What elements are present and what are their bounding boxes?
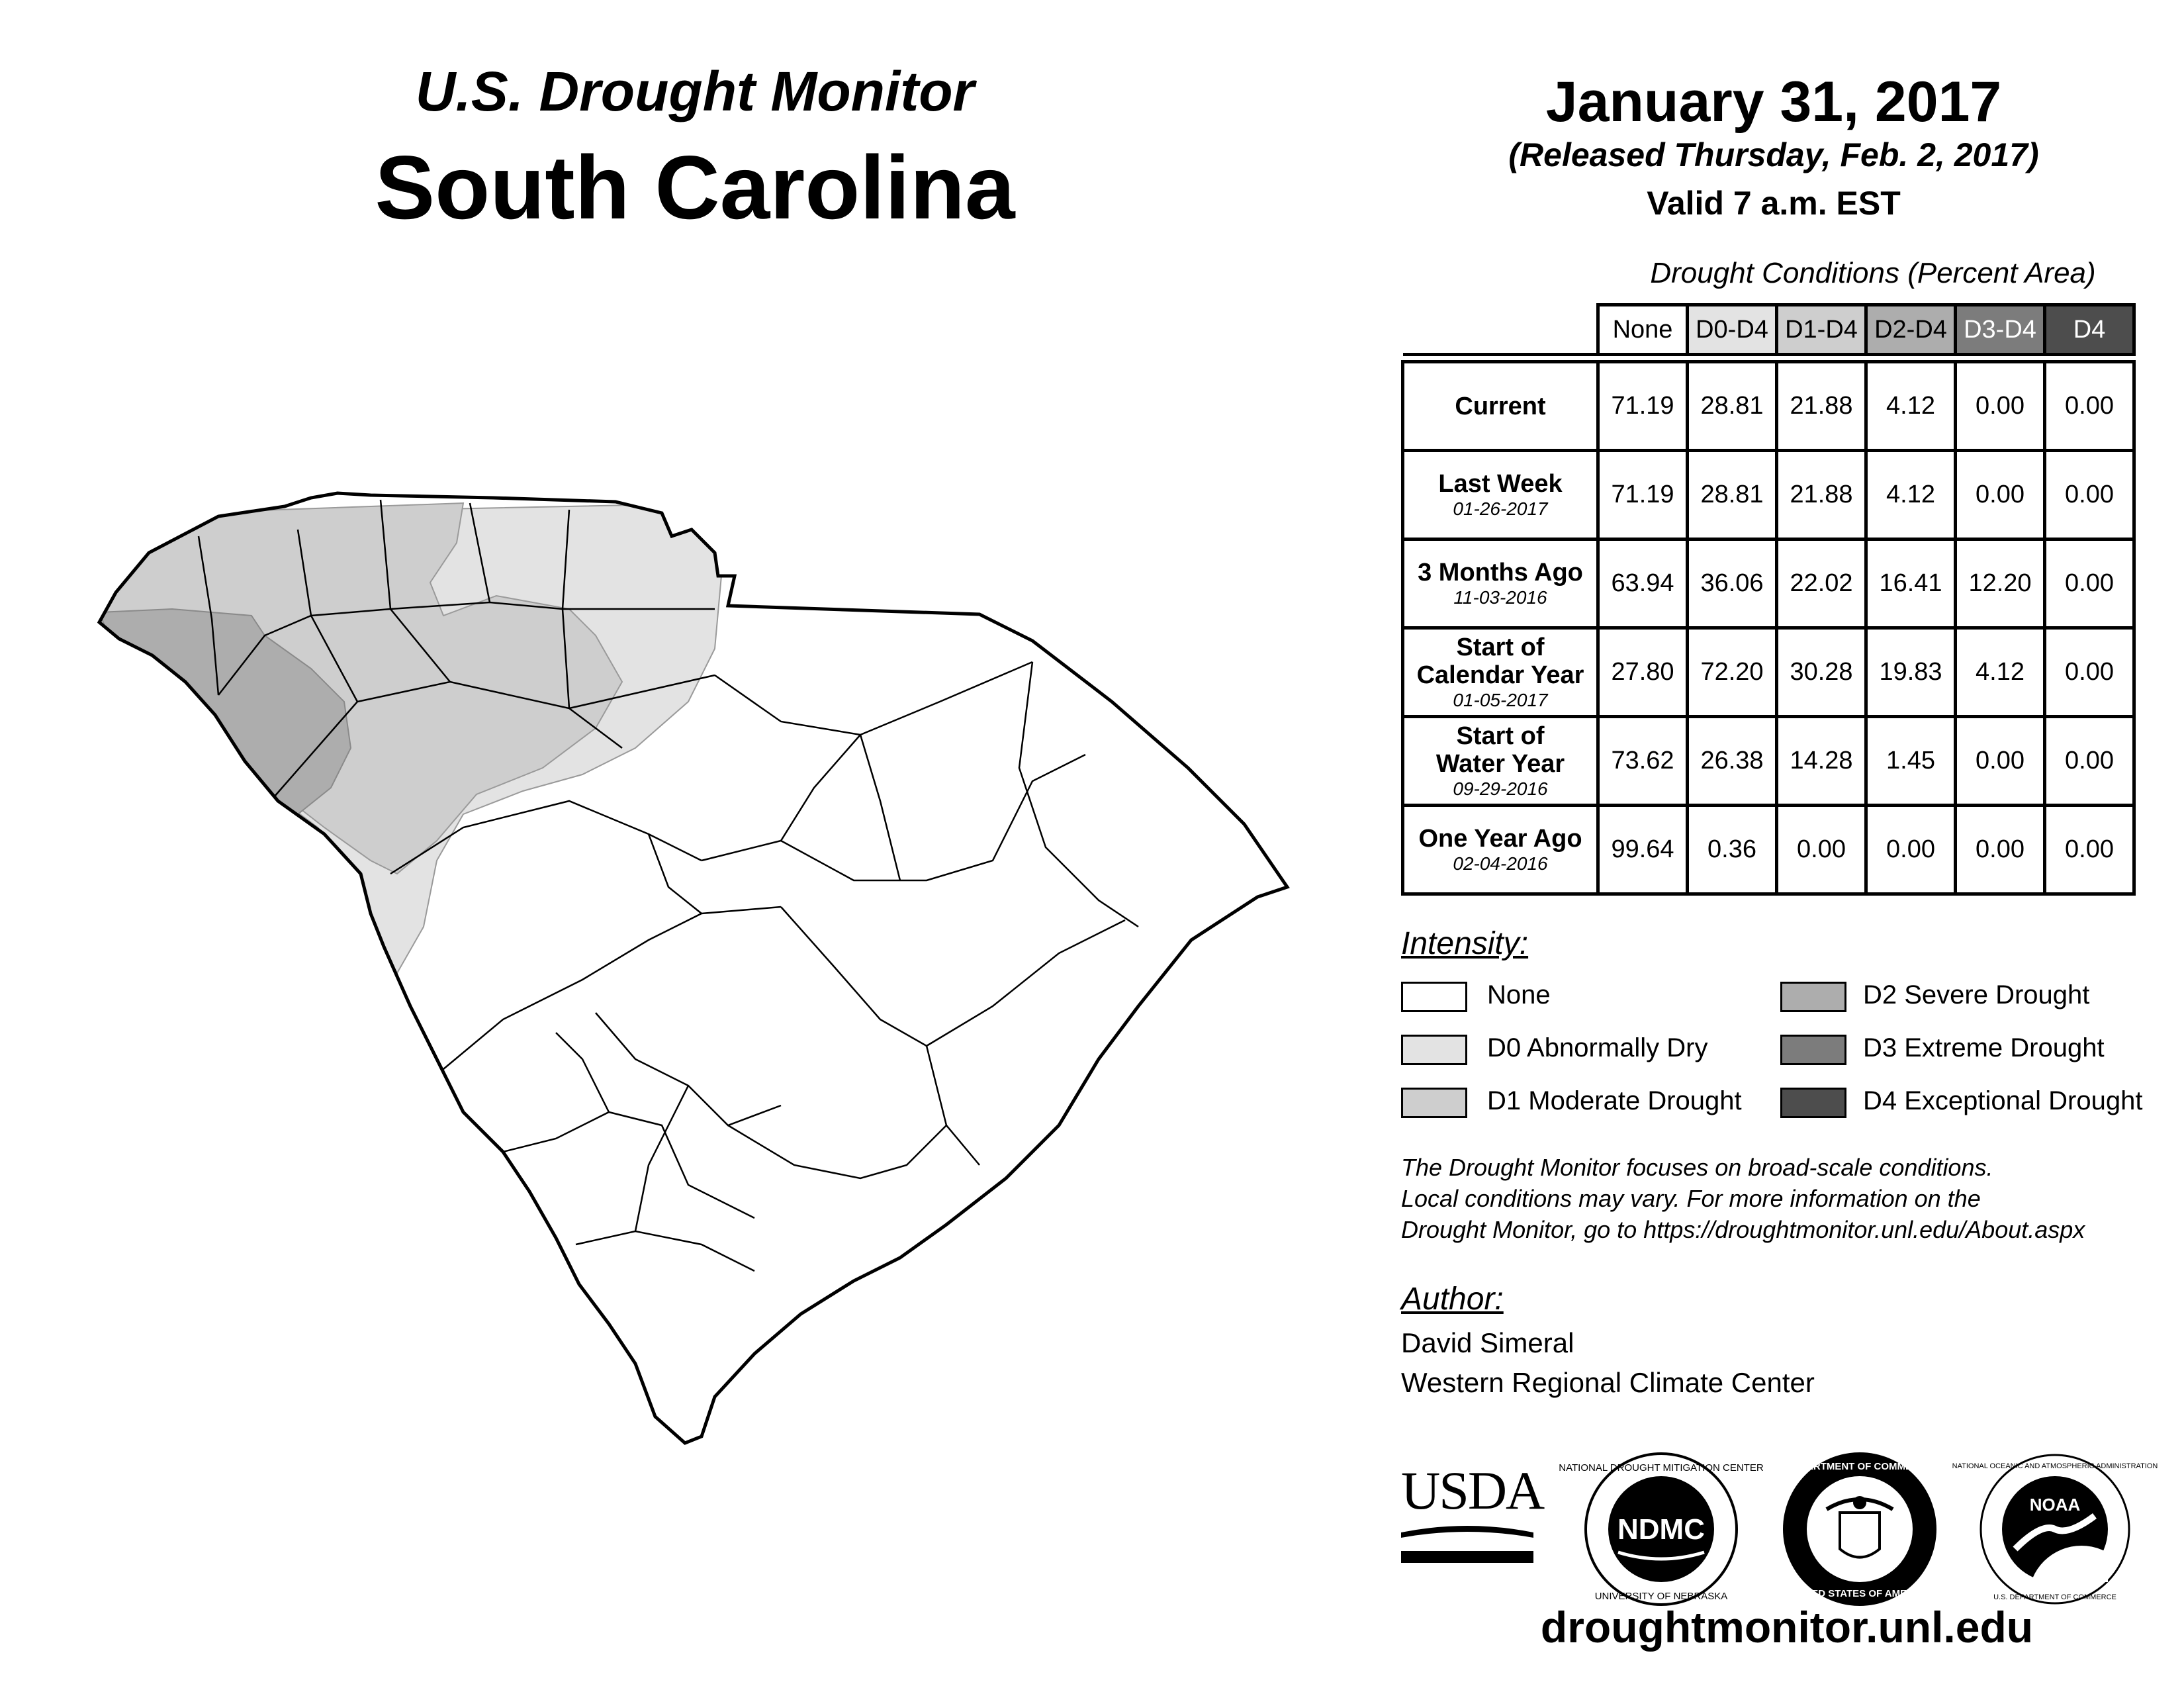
ndmc-text: NDMC <box>1617 1513 1705 1546</box>
table-cell: 26.38 <box>1688 717 1777 806</box>
table-cell: 0.00 <box>1956 806 2045 894</box>
valid-time: Valid 7 a.m. EST <box>1647 185 1901 222</box>
table-cell: 30.28 <box>1777 628 1866 717</box>
table-row-start-calendar-year <box>1403 628 2134 717</box>
table-caption: Drought Conditions (Percent Area) <box>1650 257 2096 289</box>
legend-swatch <box>1780 1035 1846 1065</box>
col-header-d4: D4 <box>2045 305 2134 355</box>
legend-label: None <box>1487 980 1551 1009</box>
legend-label: D2 Severe Drought <box>1863 980 2090 1009</box>
row-date: 02-04-2016 <box>1453 853 1548 874</box>
commerce-logo <box>1780 1450 1939 1609</box>
table-cell: 4.12 <box>1956 628 2045 717</box>
table-cell: 4.12 <box>1866 362 1956 451</box>
table-cell: 71.19 <box>1598 362 1688 451</box>
row-label-line2: Water Year <box>1435 749 1565 778</box>
table-cell: 0.00 <box>1866 806 1956 894</box>
table-cell: 21.88 <box>1777 451 1866 539</box>
release-date: (Released Thursday, Feb. 2, 2017) <box>1508 136 2039 173</box>
noaa-logo <box>1952 1450 2158 1609</box>
table-cell: 36.06 <box>1688 539 1777 628</box>
row-label <box>1403 806 1598 894</box>
table-cell: 16.41 <box>1866 539 1956 628</box>
legend-label: D1 Moderate Drought <box>1487 1086 1742 1115</box>
table-cell: 22.02 <box>1777 539 1866 628</box>
row-label: Current <box>1403 362 1598 451</box>
table-cell: 4.12 <box>1866 451 1956 539</box>
table-cell: 28.81 <box>1688 451 1777 539</box>
table-cell: 71.19 <box>1598 451 1688 539</box>
drought-conditions-table <box>1401 303 2136 896</box>
legend-label: D0 Abnormally Dry <box>1487 1033 1708 1062</box>
table-row-one-year-ago <box>1403 806 2134 894</box>
table-cell: 0.00 <box>1777 806 1866 894</box>
table-header-row <box>1403 305 2134 355</box>
table-cell: 0.36 <box>1688 806 1777 894</box>
note-line: Local conditions may vary. For more information on the <box>1401 1185 1981 1212</box>
table-cell: 28.81 <box>1688 362 1777 451</box>
noaa-ring-bottom: U.S. DEPARTMENT OF COMMERCE <box>1993 1593 2116 1601</box>
table-row-start-water-year <box>1403 717 2134 806</box>
row-label <box>1403 628 1598 717</box>
legend-label: D4 Exceptional Drought <box>1863 1086 2143 1115</box>
table-cell: 0.00 <box>2045 539 2134 628</box>
row-label <box>1403 717 1598 806</box>
website-link[interactable]: droughtmonitor.unl.edu <box>1540 1603 2034 1652</box>
table-cell: 0.00 <box>2045 628 2134 717</box>
table-cell: 0.00 <box>2045 362 2134 451</box>
author-org: Western Regional Climate Center <box>1401 1367 1815 1398</box>
legend-label: D3 Extreme Drought <box>1863 1033 2105 1062</box>
ndmc-logo <box>1559 1450 1764 1609</box>
legend-swatch <box>1780 1088 1846 1118</box>
usda-logo-stripes <box>1401 1526 1533 1566</box>
table-cell: 0.00 <box>2045 451 2134 539</box>
note-line: The Drought Monitor focuses on broad-scale conditions. <box>1401 1154 1993 1181</box>
table-cell: 63.94 <box>1598 539 1688 628</box>
table-cell: 14.28 <box>1777 717 1866 806</box>
table-cell: 0.00 <box>1956 362 2045 451</box>
col-header-d1-d4: D1-D4 <box>1777 305 1866 355</box>
table-cell: 21.88 <box>1777 362 1866 451</box>
legend-swatch <box>1780 982 1846 1012</box>
row-date: 09-29-2016 <box>1453 778 1548 799</box>
row-label-line1: Start of <box>1456 633 1545 661</box>
ndmc-ring-bottom: UNIVERSITY OF NEBRASKA <box>1594 1591 1728 1602</box>
info-note <box>1401 1152 2085 1245</box>
author-name: David Simeral <box>1401 1327 1574 1358</box>
row-label-text: Last Week <box>1438 469 1563 498</box>
table-row-current <box>1403 362 2134 451</box>
map-date: January 31, 2017 <box>1545 70 2002 134</box>
table-cell: 72.20 <box>1688 628 1777 717</box>
legend-swatch <box>1401 1035 1467 1065</box>
usda-logo: USDA <box>1401 1460 1544 1521</box>
row-label <box>1403 539 1598 628</box>
row-label-line2: Calendar Year <box>1416 661 1584 689</box>
table-cell: 1.45 <box>1866 717 1956 806</box>
table-cell: 0.00 <box>1956 451 2045 539</box>
row-date: 01-05-2017 <box>1453 689 1548 710</box>
doc-ring-bottom: UNITED STATES OF AMERICA <box>1788 1588 1931 1599</box>
table-cell: 99.64 <box>1598 806 1688 894</box>
ndmc-ring-top: NATIONAL DROUGHT MITIGATION CENTER <box>1559 1462 1764 1474</box>
table-cell: 0.00 <box>2045 717 2134 806</box>
table-row-last-week <box>1403 451 2134 539</box>
doc-ring-top: DEPARTMENT OF COMMERCE <box>1786 1461 1933 1472</box>
row-date: 01-26-2017 <box>1453 498 1548 519</box>
author-title: Author: <box>1401 1282 1504 1317</box>
map-title-state: South Carolina <box>375 137 1015 238</box>
table-cell: 0.00 <box>2045 806 2134 894</box>
legend-swatch <box>1401 1088 1467 1118</box>
col-header-d3-d4: D3-D4 <box>1956 305 2045 355</box>
row-label-text: One Year Ago <box>1418 824 1582 853</box>
table-cell: 73.62 <box>1598 717 1688 806</box>
col-header-none: None <box>1598 305 1688 355</box>
col-header-d0-d4: D0-D4 <box>1688 305 1777 355</box>
map-title-top: U.S. Drought Monitor <box>415 60 975 122</box>
table-cell: 19.83 <box>1866 628 1956 717</box>
note-line: Drought Monitor, go to https://droughtmonitor.unl.edu/About.aspx <box>1401 1216 2085 1243</box>
table-cell: 0.00 <box>1956 717 2045 806</box>
legend-title: Intensity: <box>1401 926 1529 961</box>
row-label-line1: Start of <box>1456 722 1545 750</box>
table-cell: 12.20 <box>1956 539 2045 628</box>
row-label-text: 3 Months Ago <box>1418 558 1583 586</box>
noaa-text: NOAA <box>2029 1495 2081 1515</box>
table-row-3-months-ago <box>1403 539 2134 628</box>
row-date: 11-03-2016 <box>1453 586 1547 608</box>
noaa-ring-top: NATIONAL OCEANIC AND ATMOSPHERIC ADMINISTRATION <box>1952 1462 2158 1470</box>
legend-swatch <box>1401 982 1467 1012</box>
blank-header-cell <box>1403 305 1598 355</box>
row-label <box>1403 451 1598 539</box>
col-header-d2-d4: D2-D4 <box>1866 305 1956 355</box>
table-cell: 27.80 <box>1598 628 1688 717</box>
